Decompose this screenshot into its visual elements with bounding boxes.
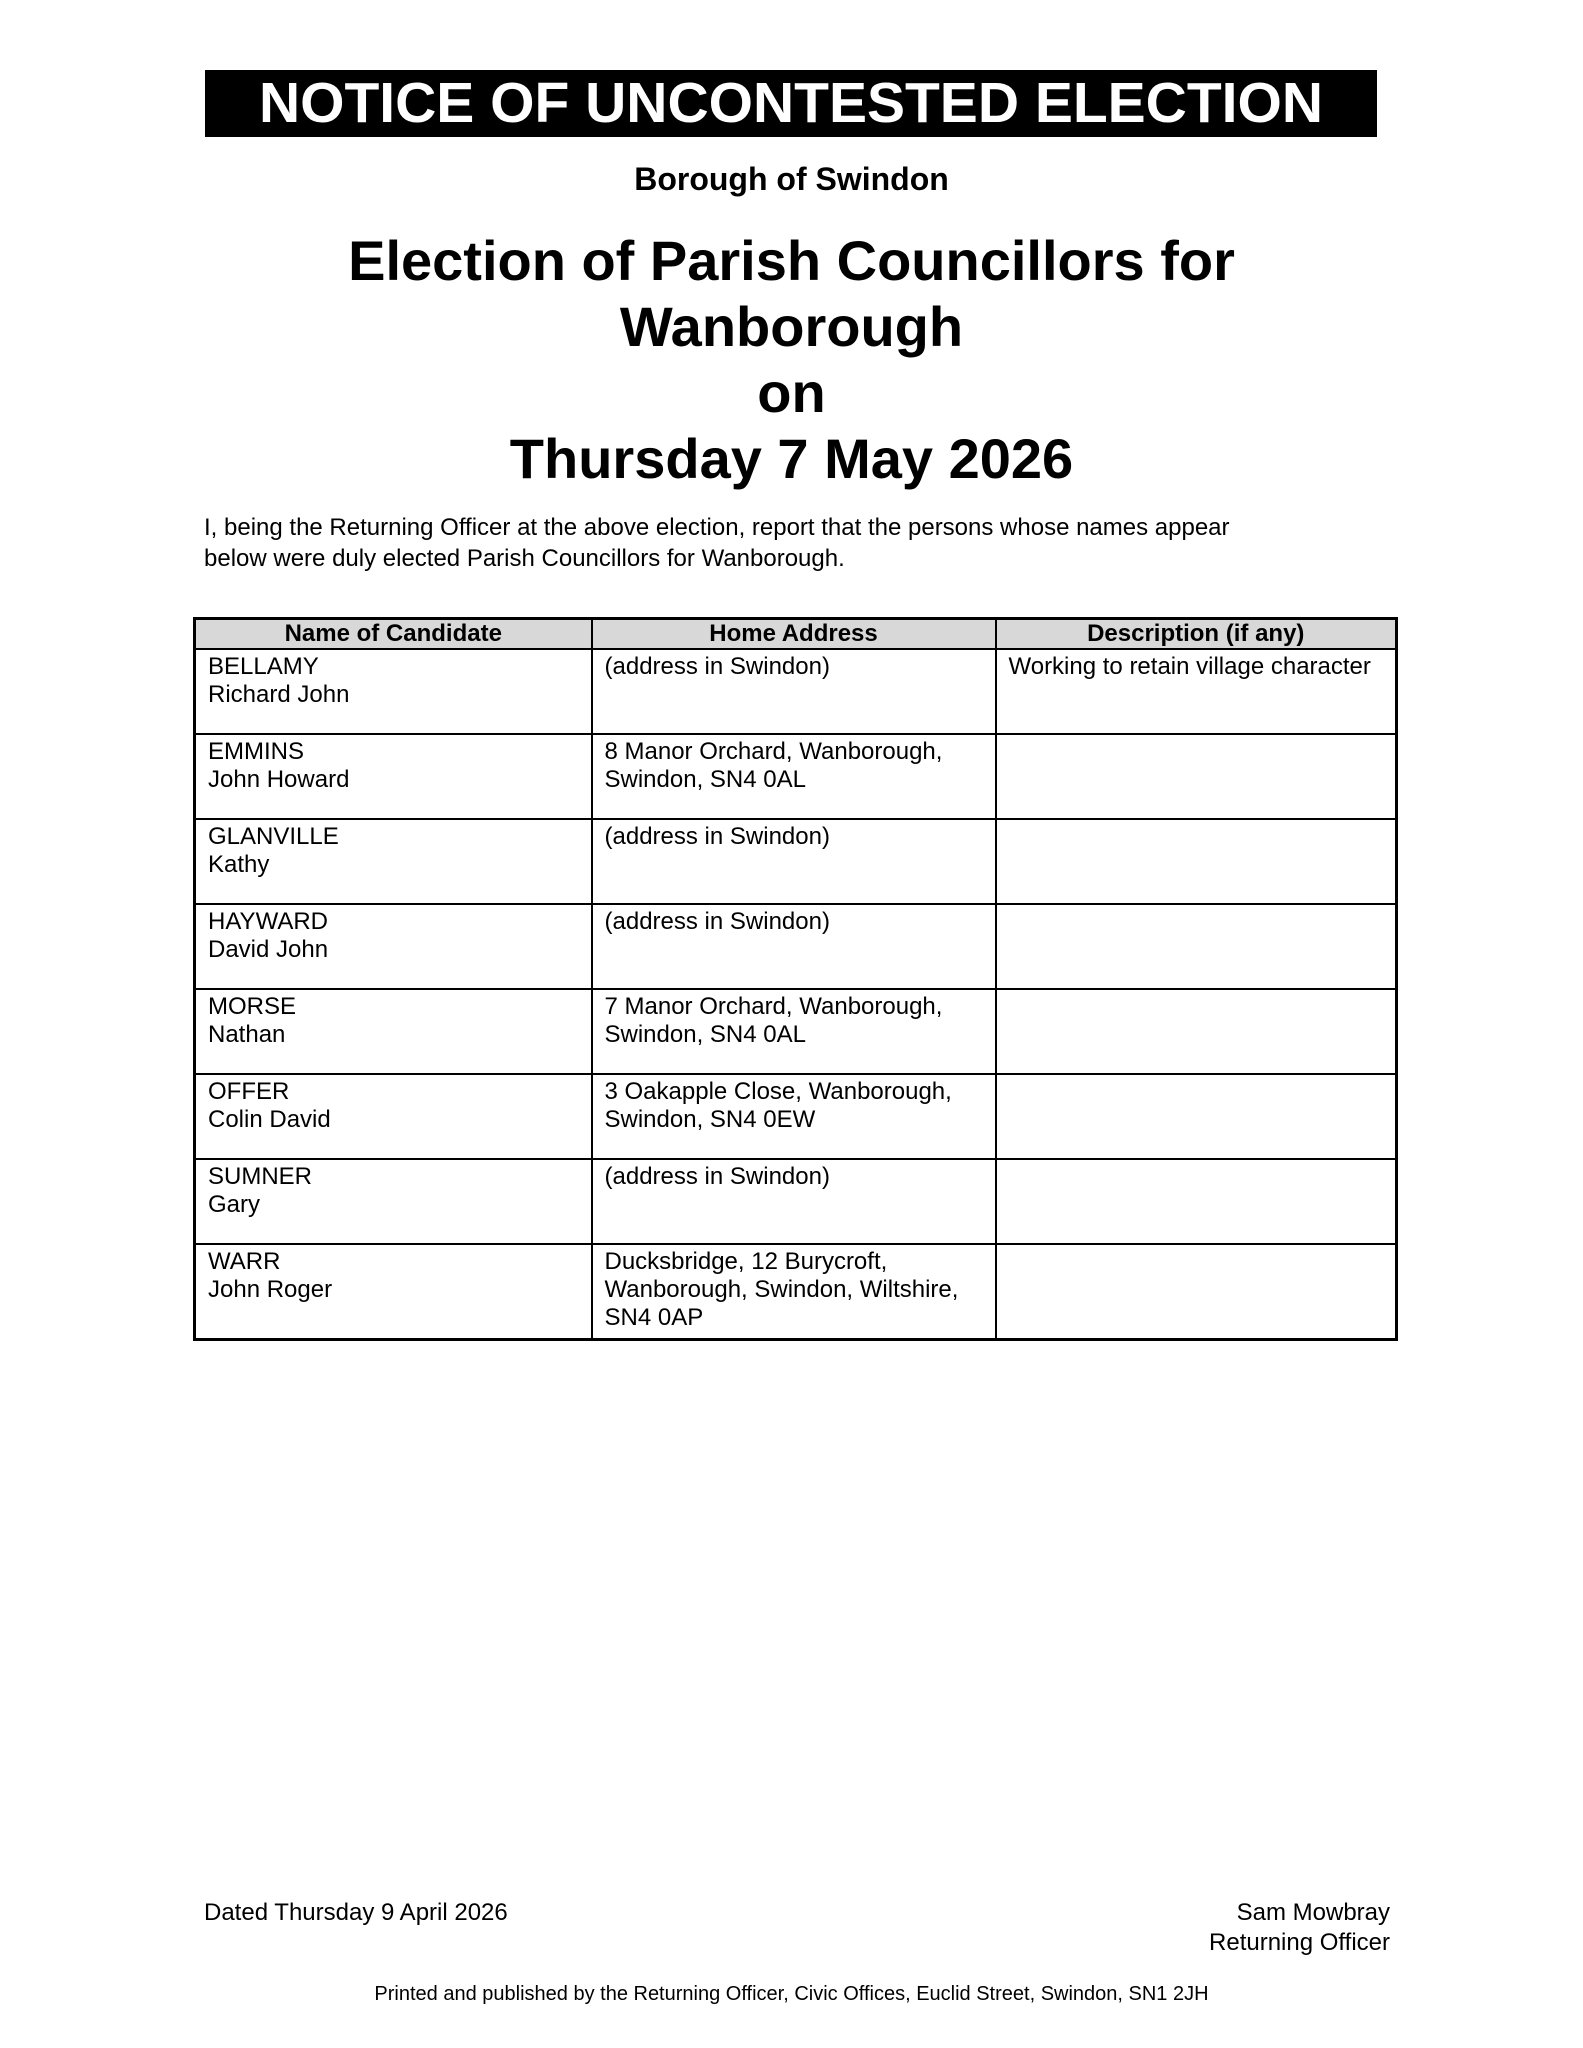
home-address-cell [592,734,996,819]
address-line: (address in Swindon) [604,908,830,935]
election-title-line: on [757,361,826,424]
candidate-name-cell [195,1244,592,1340]
candidate-name-cell [195,1159,592,1244]
address-line: Ducksbridge, 12 Burycroft, [604,1248,888,1275]
table-row [195,819,1397,904]
description-cell [996,1074,1397,1159]
address-line: (address in Swindon) [604,653,830,680]
candidate-name-cell [195,1074,592,1159]
footer-line [204,1898,1390,1958]
intro-line: below were duly elected Parish Councillors for Wanborough. [204,545,845,572]
candidates-body [195,649,1397,1340]
column-header-description: Description (if any) [996,619,1397,650]
description-cell [996,904,1397,989]
address-line: 8 Manor Orchard, Wanborough, [604,738,943,765]
table-row [195,904,1397,989]
address-line: (address in Swindon) [604,823,830,850]
election-title-line: Wanborough [619,295,964,358]
candidates-table [193,617,1398,1341]
table-row [195,734,1397,819]
dated-line: Dated Thursday 9 April 2026 [204,1899,508,1926]
officer-title: Returning Officer [1209,1929,1390,1956]
candidate-surname: SUMNER [208,1163,313,1190]
candidate-forenames: Colin David [208,1106,331,1133]
election-title-line: Thursday 7 May 2026 [509,427,1074,490]
table-row [195,1074,1397,1159]
home-address-cell [592,819,996,904]
home-address-cell [592,1074,996,1159]
home-address-cell [592,1159,996,1244]
header-row [195,619,1397,650]
address-line: 7 Manor Orchard, Wanborough, [604,993,943,1020]
signature-block [1209,1898,1390,1958]
table-row [195,989,1397,1074]
column-header-name: Name of Candidate [195,619,592,650]
candidate-name-cell [195,904,592,989]
candidate-surname: HAYWARD [208,908,328,935]
candidate-surname: OFFER [208,1078,290,1105]
home-address-cell [592,989,996,1074]
address-line: 3 Oakapple Close, Wanborough, [604,1078,952,1105]
home-address-cell [592,1244,996,1340]
address-line: Swindon, SN4 0AL [604,766,806,793]
intro-line: I, being the Returning Officer at the above election, report that the persons whose names appear [204,514,1230,541]
candidate-forenames: Kathy [208,851,270,878]
table-row [195,1244,1397,1340]
borough-subtitle: Borough of Swindon [634,161,949,197]
description-cell: Working to retain village character [996,649,1397,734]
candidates-table-header [195,619,1397,650]
home-address-cell [592,649,996,734]
candidate-surname: GLANVILLE [208,823,339,850]
description-cell [996,819,1397,904]
address-line: Swindon, SN4 0AL [604,1021,806,1048]
notice-banner [205,70,1377,137]
address-line: Wanborough, Swindon, Wiltshire, [604,1276,959,1303]
description-cell [996,1159,1397,1244]
candidate-forenames: David John [208,936,329,963]
notice-banner-title: NOTICE OF UNCONTESTED ELECTION [258,71,1324,135]
candidate-name-cell [195,734,592,819]
candidate-surname: MORSE [208,993,297,1020]
address-line: (address in Swindon) [604,1163,830,1190]
candidate-forenames: Gary [208,1191,261,1218]
candidate-forenames: John Roger [208,1276,333,1303]
description-cell [996,1244,1397,1340]
printed-line: Printed and published by the Returning Officer, Civic Offices, Euclid Street, Swindon, SN1 2JH [374,1983,1209,2005]
candidate-surname: WARR [208,1248,281,1275]
officer-name: Sam Mowbray [1236,1899,1390,1926]
candidate-surname: BELLAMY [208,653,319,680]
table-row [195,649,1397,734]
candidate-name-cell [195,819,592,904]
address-line: Swindon, SN4 0EW [604,1106,816,1133]
candidate-surname: EMMINS [208,738,304,765]
election-title [0,228,1583,492]
home-address-cell [592,904,996,989]
candidate-name-cell [195,989,592,1074]
intro-statement [204,512,1394,574]
candidate-name-cell [195,649,592,734]
candidate-forenames: Richard John [208,681,350,708]
candidate-forenames: John Howard [208,766,350,793]
candidate-forenames: Nathan [208,1021,286,1048]
description-cell [996,734,1397,819]
column-header-address: Home Address [592,619,996,650]
address-line: SN4 0AP [604,1304,704,1331]
election-title-line: Election of Parish Councillors for [348,229,1235,292]
description-cell [996,989,1397,1074]
table-row [195,1159,1397,1244]
